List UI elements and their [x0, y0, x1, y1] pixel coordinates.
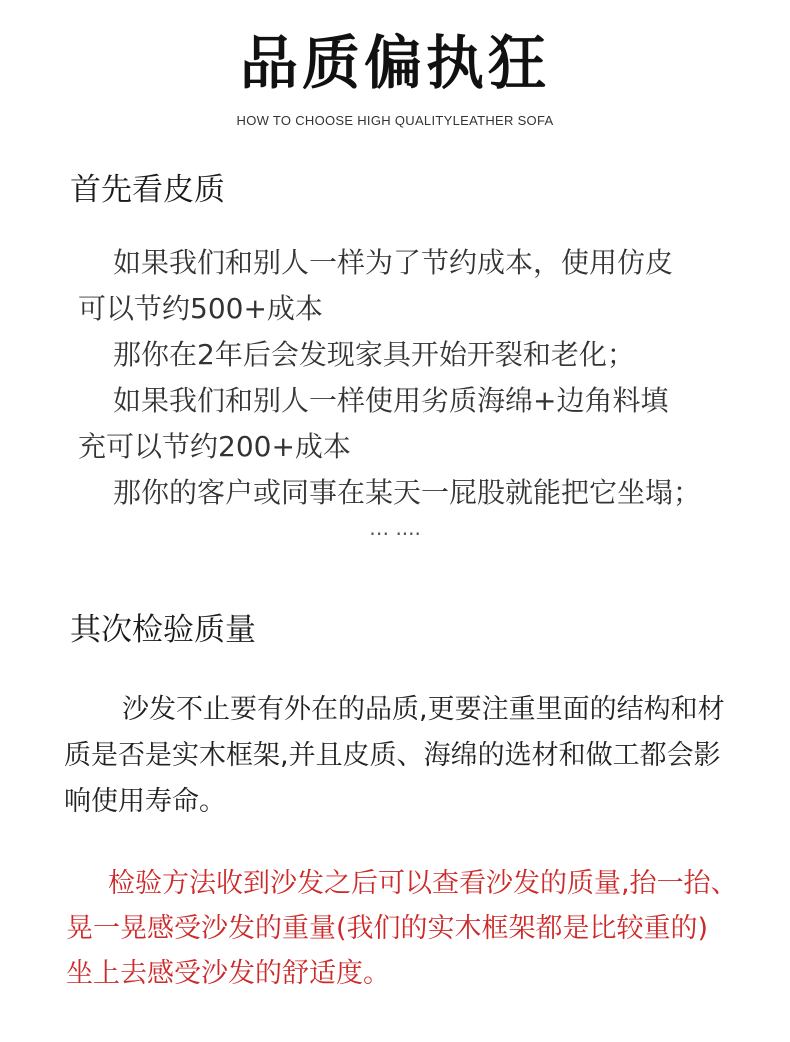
quality-line-3: 响使用寿命。 — [64, 786, 226, 817]
leather-line-1: 如果我们和别人一样为了节约成本，使用仿皮 — [113, 246, 674, 279]
method-line-1: 检验方法收到沙发之后可以查看沙发的质量,抬一抬、 — [108, 868, 738, 899]
section-heading-quality: 其次检验质量 — [70, 612, 256, 648]
section-heading-leather: 首先看皮质 — [70, 172, 225, 208]
quality-line-2: 质是否是实木框架,并且皮质、海绵的选材和做工都会影 — [64, 740, 721, 771]
method-line-3: 坐上去感受沙发的舒适度。 — [66, 958, 390, 989]
leather-line-5: 充可以节约200+成本 — [78, 430, 351, 463]
leather-line-6: 那你的客户或同事在某天一屁股就能把它坐塌； — [113, 476, 702, 509]
ellipsis-text: … .... — [369, 516, 421, 540]
leather-line-4: 如果我们和别人一样使用劣质海绵+边角料填 — [113, 384, 669, 417]
leather-line-2: 可以节约500+成本 — [78, 292, 323, 325]
page-title: 品质偏执狂 — [239, 29, 550, 97]
leather-line-3: 那你在2年后会发现家具开始开裂和老化； — [113, 338, 635, 371]
quality-line-1: 沙发不止要有外在的品质,更要注重里面的结构和材 — [122, 694, 725, 725]
method-line-2: 晃一晃感受沙发的重量(我们的实木框架都是比较重的) — [66, 913, 709, 944]
page-subtitle: HOW TO CHOOSE HIGH QUALITYLEATHER SOFA — [236, 113, 554, 128]
